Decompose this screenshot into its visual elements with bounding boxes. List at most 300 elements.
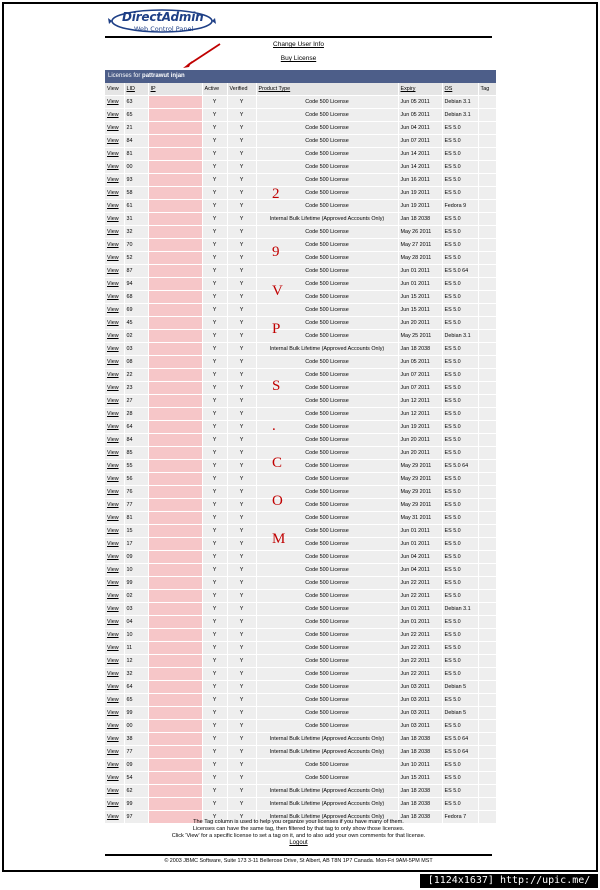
os-cell: ES 5.0	[442, 759, 478, 772]
product-type-cell: Code 500 License	[256, 707, 398, 720]
lid-cell: 52	[124, 252, 148, 265]
expiry-cell: Jun 15 2011	[398, 304, 442, 317]
licenses-owner: pattrawut injan	[142, 73, 185, 79]
active-cell: Y	[202, 200, 227, 213]
lid-cell: 69	[124, 304, 148, 317]
lid-cell: 17	[124, 538, 148, 551]
lid-cell: 03	[124, 343, 148, 356]
verified-cell: Y	[227, 265, 256, 278]
active-cell: Y	[202, 174, 227, 187]
view-link[interactable]: View	[105, 746, 124, 759]
view-link[interactable]: View	[105, 96, 124, 109]
product-type-cell: Code 500 License	[256, 512, 398, 525]
view-link[interactable]: View	[105, 382, 124, 395]
lid-cell: 77	[124, 746, 148, 759]
expiry-cell: Jun 01 2011	[398, 616, 442, 629]
lid-cell: 09	[124, 759, 148, 772]
expiry-cell: Jun 19 2011	[398, 200, 442, 213]
ip-cell-redacted	[148, 707, 202, 720]
table-row	[105, 577, 496, 590]
col-header-product-type[interactable]: Product Type	[256, 83, 398, 96]
view-link[interactable]: View	[105, 239, 124, 252]
product-type-cell: Code 500 License	[256, 551, 398, 564]
table-row	[105, 655, 496, 668]
expiry-cell: Jan 18 2038	[398, 343, 442, 356]
table-row	[105, 798, 496, 811]
view-link[interactable]: View	[105, 122, 124, 135]
buy-license-row	[105, 55, 492, 62]
view-link[interactable]: View	[105, 161, 124, 174]
view-link[interactable]: View	[105, 369, 124, 382]
ip-cell-redacted	[148, 447, 202, 460]
lid-cell: 99	[124, 707, 148, 720]
view-link[interactable]: View	[105, 655, 124, 668]
product-type-cell: Code 500 License	[256, 681, 398, 694]
ip-cell-redacted	[148, 551, 202, 564]
active-cell: Y	[202, 239, 227, 252]
product-type-cell: Code 500 License	[256, 330, 398, 343]
expiry-cell: Jun 03 2011	[398, 720, 442, 733]
view-link[interactable]: View	[105, 798, 124, 811]
verified-cell: Y	[227, 96, 256, 109]
expiry-cell: Jan 18 2038	[398, 798, 442, 811]
ip-cell-redacted	[148, 122, 202, 135]
lid-cell: 21	[124, 122, 148, 135]
top-divider	[105, 36, 492, 38]
col-header-ip[interactable]: IP	[148, 83, 202, 96]
view-link[interactable]: View	[105, 278, 124, 291]
lid-cell: 63	[124, 96, 148, 109]
view-link[interactable]: View	[105, 343, 124, 356]
view-link[interactable]: View	[105, 499, 124, 512]
lid-cell: 23	[124, 382, 148, 395]
verified-cell: Y	[227, 109, 256, 122]
active-cell: Y	[202, 291, 227, 304]
tag-cell	[478, 395, 496, 408]
licenses-table-title	[105, 70, 496, 83]
view-link[interactable]: View	[105, 486, 124, 499]
view-link[interactable]: View	[105, 616, 124, 629]
ip-cell-redacted	[148, 252, 202, 265]
table-row	[105, 512, 496, 525]
expiry-cell: Jun 01 2011	[398, 525, 442, 538]
ip-cell-redacted	[148, 109, 202, 122]
expiry-cell: Jun 19 2011	[398, 421, 442, 434]
lid-cell: 11	[124, 642, 148, 655]
view-link[interactable]: View	[105, 200, 124, 213]
tag-cell	[478, 161, 496, 174]
os-cell: ES 5.0	[442, 785, 478, 798]
verified-cell: Y	[227, 122, 256, 135]
ip-cell-redacted	[148, 577, 202, 590]
view-link[interactable]: View	[105, 395, 124, 408]
view-link[interactable]: View	[105, 460, 124, 473]
lid-cell: 45	[124, 317, 148, 330]
view-link[interactable]: View	[105, 291, 124, 304]
product-type-cell: Code 500 License	[256, 655, 398, 668]
active-cell: Y	[202, 447, 227, 460]
os-cell: ES 5.0	[442, 148, 478, 161]
os-cell: ES 5.0	[442, 174, 478, 187]
note-line: Licenses can have the same tag, then filtered by that tag to only show those licenses.	[192, 826, 405, 833]
expiry-cell: Jun 22 2011	[398, 668, 442, 681]
active-cell: Y	[202, 473, 227, 486]
tag-cell	[478, 200, 496, 213]
product-type-cell: Code 500 License	[256, 239, 398, 252]
verified-cell: Y	[227, 135, 256, 148]
view-link[interactable]: View	[105, 668, 124, 681]
view-link[interactable]: View	[105, 785, 124, 798]
product-type-cell: Code 500 License	[256, 642, 398, 655]
expiry-cell: Jun 22 2011	[398, 642, 442, 655]
expiry-cell: May 28 2011	[398, 252, 442, 265]
view-link[interactable]: View	[105, 252, 124, 265]
view-link[interactable]: View	[105, 694, 124, 707]
table-row	[105, 343, 496, 356]
tag-cell	[478, 278, 496, 291]
view-link[interactable]: View	[105, 213, 124, 226]
view-link[interactable]: View	[105, 564, 124, 577]
ip-cell-redacted	[148, 395, 202, 408]
view-link[interactable]: View	[105, 759, 124, 772]
os-cell: ES 5.0 64	[442, 746, 478, 759]
view-link[interactable]: View	[105, 434, 124, 447]
product-type-cell: Code 500 License	[256, 122, 398, 135]
tag-cell	[478, 213, 496, 226]
verified-cell: Y	[227, 291, 256, 304]
active-cell: Y	[202, 798, 227, 811]
lid-cell: 93	[124, 174, 148, 187]
active-cell: Y	[202, 772, 227, 785]
ip-cell-redacted	[148, 681, 202, 694]
product-type-cell: Code 500 License	[256, 564, 398, 577]
tag-cell	[478, 512, 496, 525]
tag-cell	[478, 252, 496, 265]
view-link[interactable]: View	[105, 577, 124, 590]
col-header-expiry[interactable]: Expiry	[398, 83, 442, 96]
verified-cell: Y	[227, 473, 256, 486]
product-type-cell: Internal Bulk Lifetime (Approved Accounts Only)	[256, 811, 398, 824]
verified-cell: Y	[227, 395, 256, 408]
os-cell: ES 5.0	[442, 772, 478, 785]
ip-cell-redacted	[148, 226, 202, 239]
view-link[interactable]: View	[105, 603, 124, 616]
os-cell: ES 5.0	[442, 135, 478, 148]
os-cell: ES 5.0	[442, 421, 478, 434]
directadmin-logo[interactable]	[108, 8, 216, 38]
watermark-letter: P	[272, 321, 281, 337]
os-cell: ES 5.0	[442, 473, 478, 486]
tag-cell	[478, 135, 496, 148]
active-cell: Y	[202, 369, 227, 382]
col-header-lid[interactable]: LID	[124, 83, 148, 96]
expiry-cell: Jun 16 2011	[398, 174, 442, 187]
watermark-letter: S	[272, 378, 281, 394]
ip-cell-redacted	[148, 759, 202, 772]
ip-cell-redacted	[148, 343, 202, 356]
table-row	[105, 707, 496, 720]
os-cell: ES 5.0 64	[442, 733, 478, 746]
ip-cell-redacted	[148, 785, 202, 798]
ip-cell-redacted	[148, 512, 202, 525]
view-link[interactable]: View	[105, 629, 124, 642]
table-row	[105, 161, 496, 174]
expiry-cell: Jun 03 2011	[398, 707, 442, 720]
expiry-cell: Jun 15 2011	[398, 772, 442, 785]
active-cell: Y	[202, 564, 227, 577]
expiry-cell: Jun 14 2011	[398, 161, 442, 174]
os-cell: ES 5.0	[442, 122, 478, 135]
lid-cell: 08	[124, 356, 148, 369]
ip-cell-redacted	[148, 382, 202, 395]
view-link[interactable]: View	[105, 408, 124, 421]
verified-cell: Y	[227, 408, 256, 421]
os-cell: ES 5.0	[442, 161, 478, 174]
logo-subtitle: Web Control Panel	[134, 25, 194, 33]
lid-cell: 54	[124, 772, 148, 785]
tag-cell	[478, 538, 496, 551]
os-cell: ES 5.0	[442, 356, 478, 369]
expiry-cell: Jan 18 2038	[398, 811, 442, 824]
expiry-cell: Jun 04 2011	[398, 551, 442, 564]
tag-cell	[478, 239, 496, 252]
view-link[interactable]: View	[105, 811, 124, 824]
view-link[interactable]: View	[105, 421, 124, 434]
table-row	[105, 486, 496, 499]
lid-cell: 81	[124, 512, 148, 525]
view-link[interactable]: View	[105, 720, 124, 733]
product-type-cell: Code 500 License	[256, 174, 398, 187]
tag-cell	[478, 317, 496, 330]
lid-cell: 09	[124, 551, 148, 564]
product-type-cell: Code 500 License	[256, 473, 398, 486]
product-type-cell: Code 500 License	[256, 434, 398, 447]
lid-cell: 32	[124, 226, 148, 239]
expiry-cell: Jan 18 2038	[398, 213, 442, 226]
ip-cell-redacted	[148, 421, 202, 434]
tag-cell	[478, 382, 496, 395]
tag-cell	[478, 525, 496, 538]
ip-cell-redacted	[148, 499, 202, 512]
tag-cell	[478, 733, 496, 746]
view-link[interactable]: View	[105, 681, 124, 694]
verified-cell: Y	[227, 668, 256, 681]
table-row	[105, 200, 496, 213]
view-link[interactable]: View	[105, 538, 124, 551]
col-header-os[interactable]: OS	[442, 83, 478, 96]
change-user-link[interactable]: Change User Info	[273, 41, 324, 48]
view-link[interactable]: View	[105, 187, 124, 200]
product-type-cell: Code 500 License	[256, 200, 398, 213]
view-link[interactable]: View	[105, 265, 124, 278]
os-cell: ES 5.0	[442, 278, 478, 291]
view-link[interactable]: View	[105, 473, 124, 486]
view-link[interactable]: View	[105, 447, 124, 460]
view-link[interactable]: View	[105, 226, 124, 239]
lid-cell: 70	[124, 239, 148, 252]
view-link[interactable]: View	[105, 148, 124, 161]
expiry-cell: Jun 22 2011	[398, 577, 442, 590]
view-link[interactable]: View	[105, 772, 124, 785]
lid-cell: 84	[124, 434, 148, 447]
table-row	[105, 447, 496, 460]
expiry-cell: May 29 2011	[398, 473, 442, 486]
os-cell: ES 5.0	[442, 304, 478, 317]
active-cell: Y	[202, 421, 227, 434]
active-cell: Y	[202, 122, 227, 135]
expiry-cell: Jun 07 2011	[398, 369, 442, 382]
ip-cell-redacted	[148, 187, 202, 200]
ip-cell-redacted	[148, 603, 202, 616]
ip-cell-redacted	[148, 538, 202, 551]
col-header-active: Active	[202, 83, 227, 96]
view-link[interactable]: View	[105, 330, 124, 343]
verified-cell: Y	[227, 655, 256, 668]
tag-cell	[478, 187, 496, 200]
lid-cell: 87	[124, 265, 148, 278]
os-cell: ES 5.0 64	[442, 460, 478, 473]
table-row	[105, 772, 496, 785]
expiry-cell: Jun 22 2011	[398, 629, 442, 642]
verified-cell: Y	[227, 733, 256, 746]
lid-cell: 15	[124, 525, 148, 538]
view-link[interactable]: View	[105, 356, 124, 369]
lid-cell: 04	[124, 616, 148, 629]
lid-cell: 10	[124, 564, 148, 577]
ip-cell-redacted	[148, 798, 202, 811]
col-header-tag: Tag	[478, 83, 496, 96]
view-link[interactable]: View	[105, 512, 124, 525]
tag-cell	[478, 668, 496, 681]
table-row	[105, 317, 496, 330]
table-row	[105, 785, 496, 798]
tag-cell	[478, 122, 496, 135]
table-row	[105, 473, 496, 486]
active-cell: Y	[202, 161, 227, 174]
footer-copyright: © 2003 JBMC Software, Suite 173 3-11 Bellerose Drive, St Albert, AB T8N 1P7 Canada. Mon-Fri 9AM-5PM MST	[164, 858, 433, 864]
os-cell: Debian 5	[442, 681, 478, 694]
active-cell: Y	[202, 356, 227, 369]
table-row	[105, 759, 496, 772]
active-cell: Y	[202, 343, 227, 356]
product-type-cell: Code 500 License	[256, 226, 398, 239]
view-link[interactable]: View	[105, 707, 124, 720]
os-cell: ES 5.0	[442, 668, 478, 681]
tag-cell	[478, 629, 496, 642]
active-cell: Y	[202, 785, 227, 798]
table-row	[105, 408, 496, 421]
expiry-cell: Jan 18 2038	[398, 733, 442, 746]
view-link[interactable]: View	[105, 109, 124, 122]
view-link[interactable]: View	[105, 551, 124, 564]
tag-cell	[478, 499, 496, 512]
verified-cell: Y	[227, 538, 256, 551]
product-type-cell: Code 500 License	[256, 460, 398, 473]
os-cell: Debian 5	[442, 707, 478, 720]
active-cell: Y	[202, 213, 227, 226]
lid-cell: 64	[124, 681, 148, 694]
table-row	[105, 174, 496, 187]
product-type-cell: Code 500 License	[256, 408, 398, 421]
buy-license-link[interactable]: Buy License	[280, 55, 317, 62]
active-cell: Y	[202, 811, 227, 824]
tag-cell	[478, 681, 496, 694]
verified-cell: Y	[227, 694, 256, 707]
table-row	[105, 564, 496, 577]
expiry-cell: May 29 2011	[398, 486, 442, 499]
watermark-letter: O	[272, 493, 283, 509]
view-link[interactable]: View	[105, 174, 124, 187]
verified-cell: Y	[227, 317, 256, 330]
view-link[interactable]: View	[105, 590, 124, 603]
tag-cell	[478, 746, 496, 759]
tag-cell	[478, 174, 496, 187]
expiry-cell: May 26 2011	[398, 226, 442, 239]
view-link[interactable]: View	[105, 642, 124, 655]
view-link[interactable]: View	[105, 135, 124, 148]
expiry-cell: Jun 20 2011	[398, 434, 442, 447]
table-row	[105, 746, 496, 759]
os-cell: ES 5.0	[442, 694, 478, 707]
lid-cell: 97	[124, 811, 148, 824]
verified-cell: Y	[227, 577, 256, 590]
view-link[interactable]: View	[105, 525, 124, 538]
os-cell: ES 5.0	[442, 538, 478, 551]
tag-cell	[478, 785, 496, 798]
os-cell: Debian 3.1	[442, 603, 478, 616]
verified-cell: Y	[227, 161, 256, 174]
active-cell: Y	[202, 395, 227, 408]
expiry-cell: Jun 05 2011	[398, 356, 442, 369]
table-row	[105, 187, 496, 200]
table-row	[105, 681, 496, 694]
col-header-verified: Verified	[227, 83, 256, 96]
tag-cell	[478, 330, 496, 343]
lid-cell: 27	[124, 395, 148, 408]
view-link[interactable]: View	[105, 304, 124, 317]
product-type-cell: Code 500 License	[256, 447, 398, 460]
product-type-cell: Code 500 License	[256, 187, 398, 200]
lid-cell: 38	[124, 733, 148, 746]
expiry-cell: Jun 14 2011	[398, 148, 442, 161]
verified-cell: Y	[227, 798, 256, 811]
active-cell: Y	[202, 746, 227, 759]
ip-cell-redacted	[148, 356, 202, 369]
verified-cell: Y	[227, 811, 256, 824]
active-cell: Y	[202, 96, 227, 109]
view-link[interactable]: View	[105, 317, 124, 330]
lid-cell: 12	[124, 655, 148, 668]
active-cell: Y	[202, 304, 227, 317]
active-cell: Y	[202, 187, 227, 200]
product-type-cell: Code 500 License	[256, 421, 398, 434]
verified-cell: Y	[227, 434, 256, 447]
ip-cell-redacted	[148, 486, 202, 499]
ip-cell-redacted	[148, 616, 202, 629]
ip-cell-redacted	[148, 473, 202, 486]
table-row	[105, 265, 496, 278]
expiry-cell: Jun 20 2011	[398, 317, 442, 330]
verified-cell: Y	[227, 343, 256, 356]
verified-cell: Y	[227, 551, 256, 564]
logout-link[interactable]: Logout	[289, 840, 308, 846]
os-cell: Fedora 7	[442, 811, 478, 824]
table-row	[105, 109, 496, 122]
os-cell: ES 5.0	[442, 629, 478, 642]
view-link[interactable]: View	[105, 733, 124, 746]
os-cell: ES 5.0 64	[442, 265, 478, 278]
os-cell: ES 5.0	[442, 434, 478, 447]
